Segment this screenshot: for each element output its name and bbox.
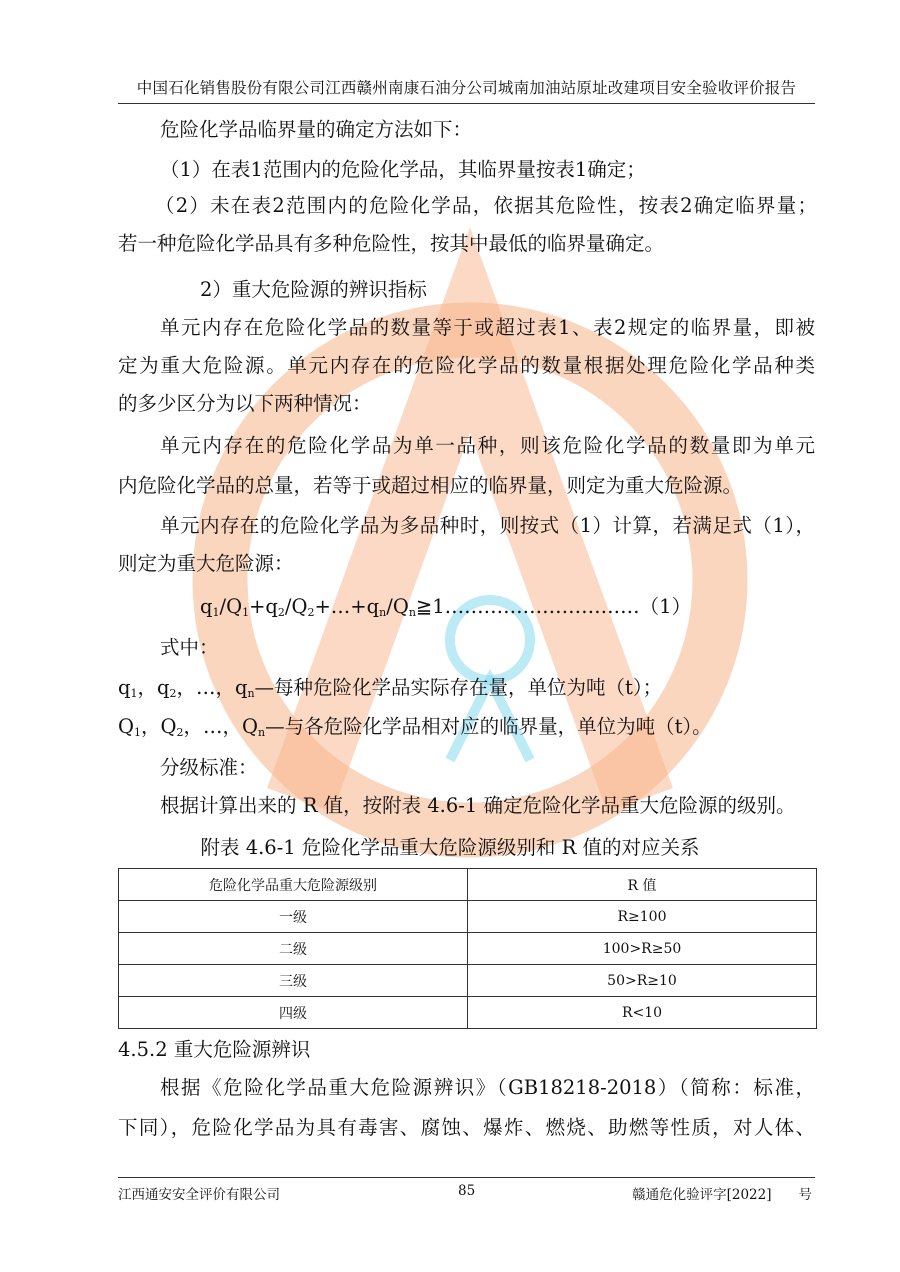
definition-Q: $Q_1$，$Q_2$，…，$Q_n—$与各危险化学品相对应的临界量，单位为吨（t）。	[118, 715, 712, 739]
paragraph-line: 单元内存在危险化学品的数量等于或超过表1、表2规定的临界量，即被	[160, 316, 815, 339]
paragraph-line: 单元内存在的危险化学品为单一品种，则该危险化学品的数量即为单元	[160, 434, 815, 457]
header-rule	[118, 103, 815, 104]
table-header-cell: 危险化学品重大危险源级别	[119, 869, 468, 901]
paragraph-line: 内危险化学品的总量，若等于或超过相应的临界量，则定为重大危险源。	[118, 474, 743, 497]
table-caption: 附表 4.6-1 危险化学品重大危险源级别和 R 值的对应关系	[200, 836, 700, 859]
table-row	[119, 933, 817, 965]
grading-text: 根据计算出来的 R 值，按附表 4.6-1 确定危险化学品重大危险源的级别。	[160, 794, 796, 817]
section-heading: 4.5.2 重大危险源辨识	[118, 1038, 311, 1061]
footer-rule	[118, 1177, 815, 1178]
table-cell: 四级	[119, 997, 468, 1029]
where-label: 式中：	[160, 636, 219, 659]
paragraph-line: 的多少区分为以下两种情况：	[118, 392, 372, 415]
definition-q: $q_1$，$q_2$，…，$q_n—$每种危险化学品实际存在量，单位为吨（t）；	[118, 676, 663, 700]
page-header: 中国石化销售股份有限公司江西赣州南康石油分公司城南加油站原址改建项目安全验收评价报告	[136, 79, 797, 97]
paragraph-line: 危险化学品临界量的确定方法如下：	[160, 118, 473, 141]
grade-table	[118, 868, 817, 1029]
table-row	[119, 997, 817, 1029]
formula: $q_1/Q_1+q_2/Q_2+\dots+q_n/Q_n≧1\dots\dots\dots\dots\dots\dots\dots\dots\dots\dots(1)$	[200, 595, 692, 619]
table-cell: 二级	[119, 933, 468, 965]
footer-doc-number: 赣通危化验评字[2022] 号	[632, 1187, 812, 1203]
table-row	[119, 901, 817, 933]
paragraph-line: 单元内存在的危险化学品为多品种时，则按式（1）计算，若满足式（1），	[160, 514, 815, 537]
table-cell: 一级	[119, 901, 468, 933]
paragraph-line: （1）在表1范围内的危险化学品，其临界量按表1确定；	[160, 158, 646, 181]
table-cell: 100>R≥50	[468, 933, 817, 965]
footer-company: 江西通安安全评价有限公司	[118, 1187, 280, 1203]
table-header-row	[119, 869, 817, 901]
page-number: 85	[458, 1183, 476, 1199]
paragraph-line: 则定为重大危险源：	[118, 552, 294, 575]
paragraph-line: 下同），危险化学品为具有毒害、腐蚀、爆炸、燃烧、助燃等性质，对人体、	[118, 1116, 815, 1139]
table-header-cell: R 值	[468, 869, 817, 901]
table-cell: R≥100	[468, 901, 817, 933]
subheading: 2）重大危险源的辨识指标	[200, 278, 427, 301]
table-cell: 三级	[119, 965, 468, 997]
paragraph-line: 根据《危险化学品重大危险源辨识》（GB18218-2018）（简称：标准，	[160, 1076, 815, 1099]
table-cell: 50>R≥10	[468, 965, 817, 997]
table-cell: R<10	[468, 997, 817, 1029]
paragraph-line: （2）未在表2范围内的危险化学品，依据其危险性，按表2确定临界量；	[155, 194, 817, 217]
paragraph-line: 定为重大危险源。单元内存在的危险化学品的数量根据处理危险化学品种类	[118, 354, 815, 377]
grading-label: 分级标准：	[160, 756, 258, 779]
table-row	[119, 965, 817, 997]
paragraph-line: 若一种危险化学品具有多种危险性，按其中最低的临界量确定。	[118, 232, 665, 255]
